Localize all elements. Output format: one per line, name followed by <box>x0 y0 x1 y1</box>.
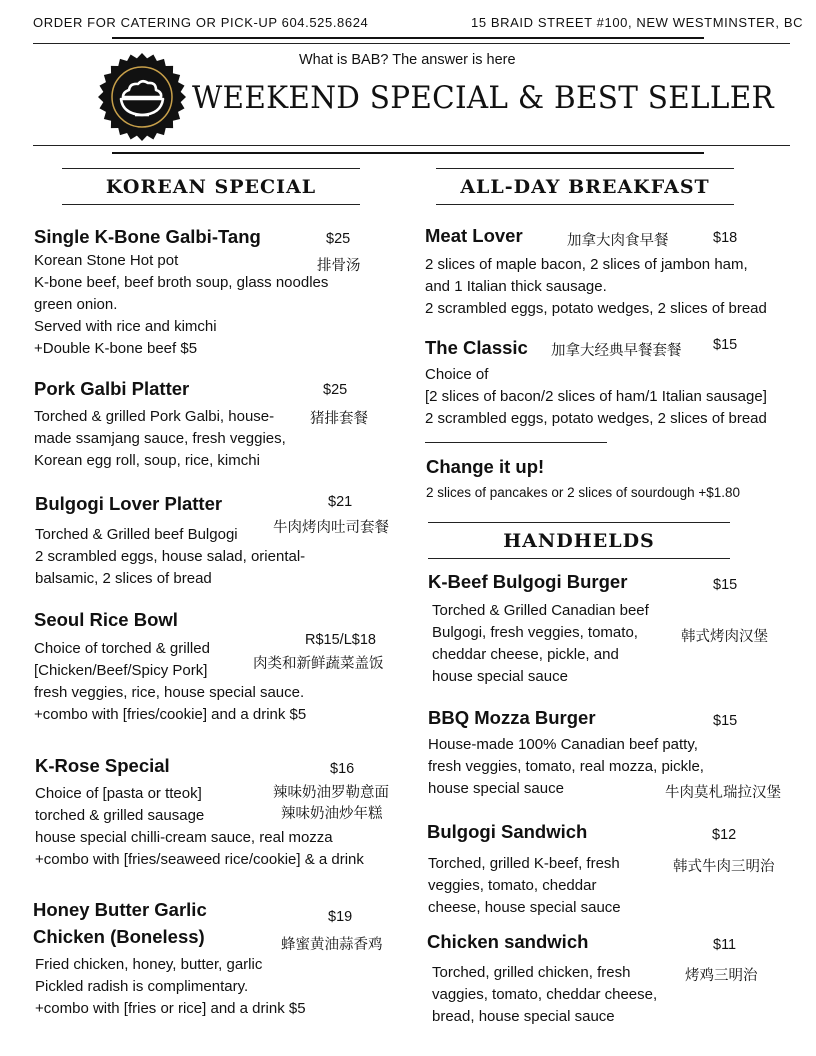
change-divider <box>425 442 607 443</box>
menu-item-price: R$15/L$18 <box>305 632 376 648</box>
menu-item-description: 2 slices of maple bacon, 2 slices of jambon ham, and 1 Italian thick sausage. 2 scrambled eggs, potato wedges, 2 slices of bread <box>425 256 767 317</box>
menu-item-name: Chicken sandwich <box>427 931 589 952</box>
menu-item-price: $19 <box>328 909 353 925</box>
menu-item-name: Bulgogi Sandwich <box>427 821 588 842</box>
menu-item-name: Bulgogi Lover Platter <box>35 493 223 514</box>
menu-item-chinese-name: 辣味奶油炒年糕 <box>281 806 383 822</box>
breakfast-heading-rule-top <box>436 168 734 169</box>
menu-item-name: Seoul Rice Bowl <box>34 609 178 630</box>
menu-item-name: Meat Lover <box>425 225 523 246</box>
header-divider-top <box>33 43 790 44</box>
menu-item-description: Fried chicken, honey, butter, garlic Pickled radish is complimentary. +combo with [fries or rice] and a drink $5 <box>35 956 306 1017</box>
menu-item-description: Torched & Grilled Canadian beef Bulgogi, fresh veggies, tomato, cheddar cheese, pickle, and house special sauce <box>432 602 649 685</box>
menu-item-chinese-name: 牛肉莫札瑞拉汉堡 <box>665 785 781 801</box>
order-phone-text: ORDER FOR CATERING OR PICK-UP 604.525.8624 <box>33 15 369 30</box>
menu-item-chinese-name: 加拿大肉食早餐 <box>567 233 669 249</box>
change-it-up-description: 2 slices of pancakes or 2 slices of sourdough +$1.80 <box>426 485 741 500</box>
title-divider-bottom <box>33 145 790 146</box>
section-heading-handhelds: HANDHELDS <box>503 530 655 552</box>
menu-item-chinese-name: 烤鸡三明治 <box>685 968 758 984</box>
menu-item-description: Korean Stone Hot pot K-bone beef, beef broth soup, glass noodles green onion. Served with rice and kimchi +Double K-bone beef $5 <box>34 252 329 357</box>
menu-item-price: $25 <box>326 231 351 247</box>
menu-item-chinese-name: 肉类和新鲜蔬菜盖饭 <box>253 656 384 672</box>
page-title: WEEKEND SPECIAL & BEST SELLER <box>192 80 774 116</box>
menu-item-description: Choice of [2 slices of bacon/2 slices of ham/1 Italian sausage] 2 scrambled eggs, potato wedges, 2 slices of bread <box>425 366 767 427</box>
handhelds-heading-rule-bottom <box>428 558 730 559</box>
menu-item-name-line-2: Chicken (Boneless) <box>33 926 205 947</box>
change-it-up-title: Change it up! <box>426 456 545 477</box>
korean-heading-rule-top <box>62 168 360 169</box>
menu-item-description: House-made 100% Canadian beef patty, fresh veggies, tomato, real mozza, pickle, house special sauce <box>428 736 704 797</box>
tagline: What is BAB? The answer is here <box>299 52 516 68</box>
menu-item-chinese-name: 韩式烤肉汉堡 <box>681 629 768 645</box>
menu-item-chinese-name: 牛肉烤肉吐司套餐 <box>273 520 389 536</box>
menu-item-chinese-name: 辣味奶油罗勒意面 <box>273 785 389 801</box>
menu-item-price: $15 <box>713 577 738 593</box>
title-divider-accent <box>112 152 704 154</box>
menu-item-price: $15 <box>713 337 738 353</box>
menu-item-description: Torched & Grilled beef Bulgogi 2 scrambled eggs, house salad, oriental- balsamic, 2 slices of bread <box>35 526 306 587</box>
menu-item-chinese-name: 韩式牛肉三明治 <box>673 859 775 875</box>
rice-bowl-icon <box>97 52 187 142</box>
menu-item-chinese-name: 猪排套餐 <box>310 411 368 427</box>
menu-item-price: $12 <box>712 827 737 843</box>
menu-item-price: $25 <box>323 382 348 398</box>
menu-item-name: Single K-Bone Galbi-Tang <box>34 226 261 247</box>
section-heading-korean-special: KOREAN SPECIAL <box>105 176 317 198</box>
menu-item-name: Pork Galbi Platter <box>34 378 190 399</box>
menu-item-description: Torched & grilled Pork Galbi, house- made ssamjang sauce, fresh veggies, Korean egg roll, soup, rice, kimchi <box>34 408 286 469</box>
menu-item-price: $21 <box>328 494 353 510</box>
menu-item-price: $11 <box>713 937 737 953</box>
menu-item-price: $16 <box>330 761 355 777</box>
address-text: 15 BRAID STREET #100, NEW WESTMINSTER, BC <box>471 15 804 30</box>
menu-item-price: $18 <box>713 230 738 246</box>
breakfast-heading-rule-bottom <box>436 204 734 205</box>
menu-item-description: Choice of torched & grilled [Chicken/Beef/Spicy Pork] fresh veggies, rice, house special sauce. +combo with [fries/cookie] and a drink $5 <box>34 640 307 723</box>
menu-item-name: Honey Butter Garlic <box>33 899 207 920</box>
menu-item-price: $15 <box>713 713 738 729</box>
menu-item-name: BBQ Mozza Burger <box>428 707 596 728</box>
menu-item-chinese-name: 排骨汤 <box>317 258 361 274</box>
menu-item-description: Choice of [pasta or tteok] torched & grilled sausage house special chilli-cream sauce, real mozza +combo with [fries/seaweed rice/cookie] & a drink <box>35 785 364 868</box>
menu-item-name: The Classic <box>425 337 528 358</box>
menu-item-description: Torched, grilled chicken, fresh vaggies, tomato, cheddar cheese, bread, house special sauce <box>432 964 658 1025</box>
menu-item-name: K-Beef Bulgogi Burger <box>428 571 628 592</box>
menu-item-chinese-name: 加拿大经典早餐套餐 <box>551 343 682 359</box>
korean-heading-rule-bottom <box>62 204 360 205</box>
handhelds-heading-rule-top <box>428 522 730 523</box>
menu-item-name: K-Rose Special <box>35 755 170 776</box>
section-heading-all-day-breakfast: ALL-DAY BREAKFAST <box>460 176 710 198</box>
header-divider-accent <box>112 37 704 39</box>
menu-item-description: Torched, grilled K-beef, fresh veggies, tomato, cheddar cheese, house special sauce <box>428 855 621 916</box>
menu-item-chinese-name: 蜂蜜黄油蒜香鸡 <box>281 937 383 953</box>
